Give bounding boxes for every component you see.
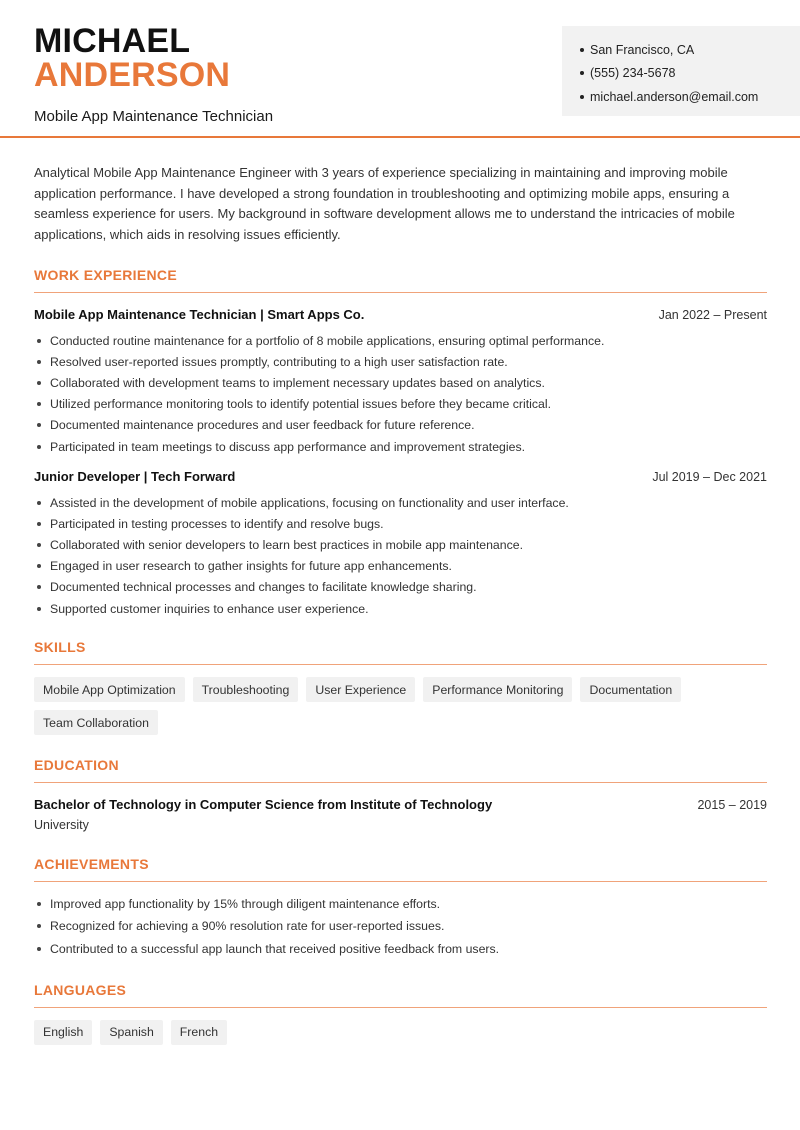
bullet-icon [37,585,41,589]
language-tag: Spanish [100,1020,162,1045]
bullet-icon [580,48,584,52]
bullet-icon [37,902,41,906]
bullet-icon [37,924,41,928]
list-item-text: Recognized for achieving a 90% resolution rate for user-reported issues. [50,919,445,933]
bullet-icon [580,95,584,99]
job-header [34,469,767,484]
list-item [34,330,767,351]
list-item [34,372,767,393]
bullet-icon [37,522,41,526]
list-item [34,351,767,372]
skill-tag: Mobile App Optimization [34,677,185,702]
language-tag: French [171,1020,227,1045]
list-item-text: Contributed to a successful app launch that received positive feedback from users. [50,941,500,956]
job-role: Junior Developer | Tech Forward [34,469,236,485]
list-item [34,535,767,556]
list-item-text: Conducted routine maintenance for a portfolio of 8 mobile applications, ensuring optimal performance. [50,333,605,348]
list-item-text: Resolved user-reported issues promptly, contributing to a high user satisfaction rate. [50,354,508,369]
contact-phone[interactable] [580,62,800,86]
bullet-icon [37,947,41,951]
bullet-icon [37,543,41,547]
name-block [34,24,273,125]
list-item-text: Assisted in the development of mobile applications, focusing on functionality and user interface. [50,495,569,510]
section-title-languages: LANGUAGES [34,982,767,1008]
languages-tags [34,1020,767,1045]
skills-tags [34,677,767,735]
education-degree: Bachelor of Technology in Computer Science from Institute of Technology [34,797,493,813]
bullet-icon [37,339,41,343]
job-header [34,307,767,322]
job-title: Mobile App Maintenance Technician [34,108,274,125]
list-item [34,415,767,436]
skill-tag: Performance Monitoring [423,677,572,702]
bullet-icon [580,71,584,75]
bullet-icon [37,445,41,449]
achievements-list [34,892,767,960]
skill-tag: Troubleshooting [193,677,299,702]
first-name: MICHAEL [34,22,191,60]
contact-box [562,26,800,116]
section-title-achievements: ACHIEVEMENTS [34,856,767,882]
list-item-text: Documented technical processes and changes to facilitate knowledge sharing. [50,580,477,595]
list-item-text: Collaborated with senior developers to learn best practices in mobile app maintenance. [50,538,524,553]
job-bullets [34,492,767,619]
list-item-text: Improved app functionality by 15% through diligent maintenance efforts. [50,896,441,911]
education-dates: 2015 – 2019 [697,798,767,813]
skill-tag: Team Collaboration [34,710,158,735]
contact-email-text: michael.anderson@email.com [590,89,759,104]
last-name: ANDERSON [34,56,231,94]
list-item-text: Collaborated with development teams to implement necessary updates based on analytics. [50,375,545,390]
bullet-icon [37,381,41,385]
job-entry [34,469,767,619]
list-item [34,577,767,598]
contact-email[interactable] [580,85,800,109]
job-dates: Jul 2019 – Dec 2021 [652,470,767,485]
bullet-icon [37,564,41,568]
list-item [34,492,767,513]
bullet-icon [37,402,41,406]
section-title-skills: SKILLS [34,639,767,665]
language-tag: English [34,1020,92,1045]
list-item [34,394,767,415]
resume-content [34,163,767,1045]
contact-location [580,38,800,62]
section-title-education: EDUCATION [34,757,767,783]
list-item-text: Utilized performance monitoring tools to identify potential issues before they became critical. [50,397,552,412]
bullet-icon [37,360,41,364]
summary: Analytical Mobile App Maintenance Engineer with 3 years of experience specializing in maintaining and improving mobile application performance. I have developed a strong foundation in troubleshooting and optimizing mobile apps, ensuring a seamless experience for users. My background in software development allows me to understand the intricacies of mobile applications, which aids in resolving issues efficiently. [34,165,735,242]
list-item [34,513,767,534]
bullet-icon [37,501,41,505]
list-item-text: Supported customer inquiries to enhance user experience. [50,601,369,616]
list-item-text: Participated in testing processes to identify and resolve bugs. [50,516,384,531]
list-item [34,892,767,915]
section-title-work: WORK EXPERIENCE [34,267,767,293]
list-item [34,937,767,960]
job-role: Mobile App Maintenance Technician | Smart Apps Co. [34,307,365,322]
list-item-text: Engaged in user research to gather insights for future app enhancements. [50,559,452,574]
skill-tag: User Experience [306,677,415,702]
contact-location-text: San Francisco, CA [590,42,695,57]
list-item-text: Documented maintenance procedures and user feedback for future reference. [50,418,475,433]
list-item [34,598,767,619]
bullet-icon [37,423,41,427]
resume-header [0,0,800,138]
bullet-icon [37,607,41,611]
education-entry [34,797,767,832]
list-item [34,915,767,938]
education-school: University [34,818,89,833]
job-bullets [34,330,767,457]
list-item [34,436,767,457]
list-item [34,556,767,577]
skill-tag: Documentation [580,677,681,702]
list-item-text: Participated in team meetings to discuss app performance and improvement strategies. [50,439,526,454]
job-dates: Jan 2022 – Present [658,308,767,322]
job-entry [34,307,767,457]
education-header [34,797,767,812]
contact-phone-text: (555) 234-5678 [590,66,676,81]
